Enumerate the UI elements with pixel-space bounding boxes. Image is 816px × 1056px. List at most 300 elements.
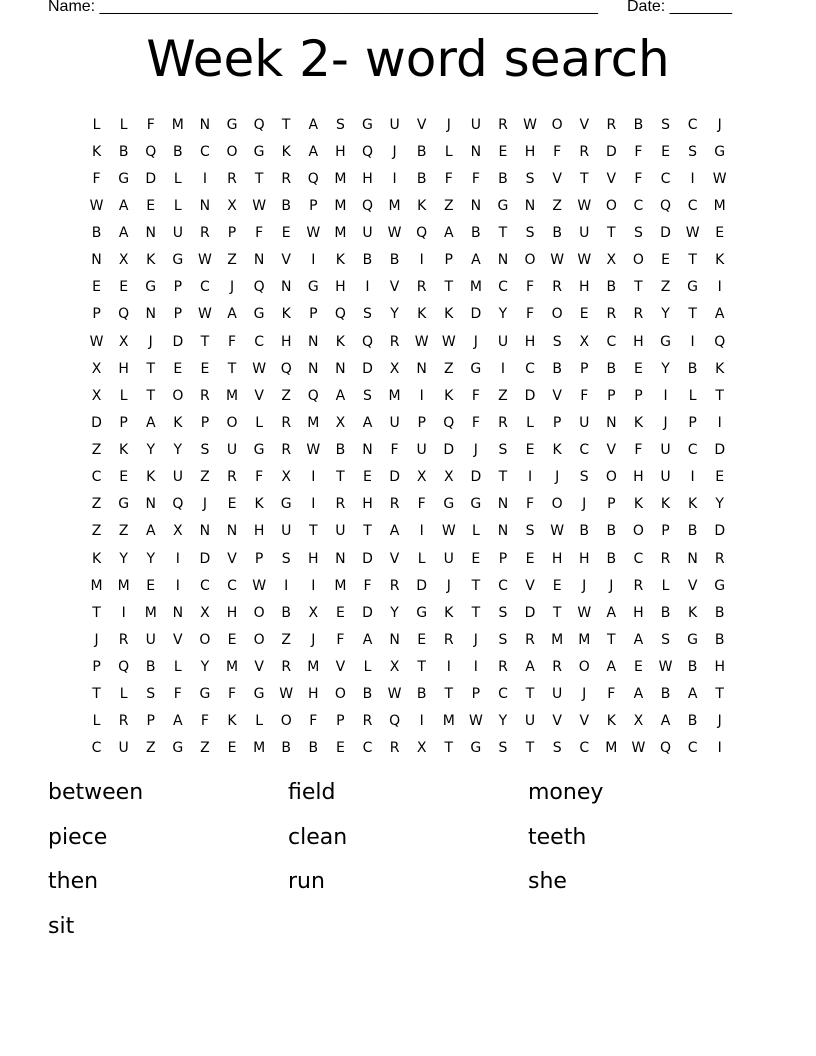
grid-letter: B: [389, 252, 400, 269]
grid-letter: V: [606, 170, 617, 187]
grid-letter: T: [146, 387, 156, 404]
grid-letter: N: [497, 252, 509, 269]
grid-letter: E: [227, 496, 237, 513]
grid-letter: H: [524, 143, 536, 160]
grid-letter: G: [416, 604, 428, 621]
word-list-item: she: [528, 869, 567, 894]
grid-letter: H: [362, 170, 373, 187]
grid-letter: E: [525, 442, 535, 459]
grid-letter: D: [416, 577, 428, 594]
grid-letter: K: [552, 442, 562, 459]
grid-letter: P: [173, 279, 183, 296]
grid-letter: W: [89, 197, 104, 214]
grid-letter: A: [145, 523, 156, 540]
grid-letter: E: [715, 469, 725, 486]
grid-letter: T: [552, 604, 562, 621]
grid-letter: N: [497, 523, 509, 540]
word-list-item: run: [288, 869, 325, 894]
grid-letter: V: [579, 116, 590, 133]
grid-letter: M: [334, 577, 347, 594]
grid-letter: E: [146, 197, 156, 214]
grid-letter: I: [500, 360, 506, 377]
grid-letter: F: [634, 143, 643, 160]
grid-letter: J: [473, 442, 478, 459]
grid-letter: N: [199, 523, 211, 540]
grid-letter: C: [660, 170, 671, 187]
grid-letter: A: [118, 197, 129, 214]
grid-letter: L: [173, 170, 182, 187]
grid-letter: K: [146, 252, 156, 269]
grid-letter: W: [577, 252, 592, 269]
grid-letter: R: [200, 387, 210, 404]
grid-letter: P: [661, 523, 670, 540]
grid-letter: N: [308, 360, 319, 377]
grid-letter: W: [685, 225, 700, 242]
grid-letter: Y: [661, 360, 670, 377]
grid-letter: S: [363, 387, 372, 404]
name-field-label: Name: ________________________________________________________: [48, 0, 598, 15]
word-list-item: teeth: [528, 824, 587, 850]
grid-letter: N: [335, 360, 346, 377]
grid-letter: Z: [281, 631, 291, 648]
grid-letter: C: [200, 279, 210, 296]
grid-letter: A: [308, 143, 319, 160]
grid-letter: J: [717, 116, 722, 133]
grid-letter: B: [552, 225, 562, 242]
grid-letter: G: [687, 631, 699, 648]
grid-letter: R: [200, 225, 210, 242]
grid-letter: K: [417, 306, 427, 323]
grid-letter: K: [633, 496, 644, 513]
grid-letter: G: [253, 306, 265, 323]
grid-letter: K: [335, 252, 345, 269]
grid-letter: V: [552, 713, 562, 730]
grid-letter: N: [497, 496, 509, 513]
grid-letter: Q: [361, 333, 373, 350]
grid-letter: H: [633, 333, 644, 350]
grid-letter: Q: [361, 143, 373, 160]
grid-letter: Q: [660, 740, 672, 757]
grid-letter: D: [172, 333, 184, 350]
grid-letter: B: [281, 197, 291, 214]
grid-letter: M: [605, 740, 618, 757]
grid-letter: I: [311, 252, 316, 269]
grid-letter: E: [335, 740, 345, 757]
grid-letter: E: [146, 577, 156, 594]
grid-letter: R: [633, 306, 644, 323]
grid-letter: R: [118, 631, 129, 648]
grid-letter: C: [498, 279, 508, 296]
grid-letter: K: [417, 197, 427, 214]
grid-letter: E: [227, 631, 237, 648]
grid-letter: L: [363, 659, 372, 676]
grid-letter: T: [579, 170, 589, 187]
grid-letter: C: [200, 577, 210, 594]
grid-letter: R: [552, 279, 562, 296]
grid-letter: P: [688, 414, 697, 431]
grid-letter: W: [306, 442, 321, 459]
grid-letter: Z: [443, 360, 454, 377]
grid-letter: D: [714, 523, 726, 540]
grid-letter: J: [582, 577, 587, 594]
grid-letter: W: [658, 659, 673, 676]
grid-letter: W: [279, 686, 294, 703]
grid-letter: S: [525, 170, 535, 187]
grid-letter: R: [362, 713, 373, 730]
grid-letter: L: [173, 197, 182, 214]
grid-letter: L: [119, 116, 128, 133]
grid-letter: V: [254, 387, 264, 404]
grid-letter: W: [387, 225, 402, 242]
grid-letter: U: [145, 631, 156, 648]
grid-letter: I: [473, 659, 478, 676]
grid-letter: F: [634, 170, 643, 187]
grid-letter: K: [281, 143, 291, 160]
grid-letter: W: [306, 225, 321, 242]
grid-letter: S: [525, 225, 535, 242]
grid-letter: S: [633, 225, 643, 242]
grid-letter: I: [419, 523, 424, 540]
grid-letter: U: [470, 116, 481, 133]
grid-letter: R: [227, 469, 237, 486]
grid-letter: G: [199, 686, 211, 703]
grid-letter: N: [280, 279, 292, 296]
grid-letter: R: [498, 116, 508, 133]
grid-letter: B: [660, 686, 671, 703]
grid-letter: Y: [173, 442, 183, 459]
grid-letter: B: [633, 116, 644, 133]
grid-letter: B: [687, 659, 698, 676]
grid-letter: P: [498, 550, 508, 567]
word-list-item: money: [528, 780, 604, 805]
grid-letter: H: [335, 143, 346, 160]
grid-letter: B: [281, 740, 291, 757]
grid-letter: P: [552, 414, 562, 431]
grid-letter: R: [525, 631, 535, 648]
grid-letter: N: [145, 496, 156, 513]
grid-letter: G: [172, 740, 184, 757]
grid-letter: R: [552, 659, 562, 676]
grid-letter: G: [253, 686, 265, 703]
grid-letter: O: [551, 496, 563, 513]
grid-letter: P: [146, 713, 155, 730]
grid-letter: Z: [145, 740, 156, 757]
grid-letter: I: [365, 279, 370, 296]
grid-letter: O: [632, 252, 644, 269]
grid-letter: V: [579, 713, 590, 730]
word-list-item: then: [48, 869, 99, 894]
grid-letter: T: [444, 740, 454, 757]
grid-letter: M: [334, 170, 347, 187]
grid-letter: C: [525, 360, 535, 377]
grid-letter: S: [281, 550, 291, 567]
grid-letter: Q: [172, 496, 184, 513]
grid-letter: Y: [119, 550, 128, 567]
grid-letter: K: [227, 713, 237, 730]
grid-letter: Q: [253, 279, 265, 296]
grid-letter: D: [91, 414, 102, 431]
grid-letter: S: [146, 686, 156, 703]
grid-letter: N: [226, 523, 238, 540]
grid-letter: G: [118, 170, 130, 187]
grid-letter: R: [389, 496, 400, 513]
grid-letter: Z: [91, 496, 102, 513]
grid-letter: I: [202, 170, 207, 187]
grid-letter: R: [606, 306, 617, 323]
grid-letter: M: [388, 197, 401, 214]
grid-letter: K: [91, 143, 102, 160]
grid-letter: K: [715, 360, 725, 377]
grid-letter: L: [92, 713, 101, 730]
grid-letter: J: [663, 414, 668, 431]
grid-letter: S: [498, 442, 508, 459]
grid-letter: V: [606, 442, 617, 459]
grid-letter: I: [175, 577, 180, 594]
grid-letter: C: [498, 686, 508, 703]
grid-letter: O: [551, 116, 563, 133]
grid-letter: W: [387, 686, 402, 703]
grid-letter: C: [579, 442, 590, 459]
grid-letter: L: [444, 143, 453, 160]
grid-letter: D: [362, 360, 373, 377]
grid-letter: F: [363, 577, 372, 594]
grid-letter: I: [121, 604, 126, 621]
grid-letter: W: [550, 252, 565, 269]
grid-letter: P: [254, 550, 264, 567]
grid-letter: U: [389, 414, 400, 431]
grid-letter: M: [253, 740, 266, 757]
grid-letter: G: [118, 496, 130, 513]
grid-letter: Y: [200, 659, 210, 676]
grid-letter: V: [389, 279, 400, 296]
grid-letter: B: [362, 252, 373, 269]
grid-letter: F: [417, 496, 426, 513]
grid-letter: B: [362, 686, 373, 703]
grid-letter: M: [171, 116, 184, 133]
grid-letter: V: [173, 631, 183, 648]
grid-letter: M: [117, 577, 130, 594]
grid-letter: N: [606, 414, 617, 431]
grid-letter: J: [392, 143, 397, 160]
grid-letter: N: [362, 442, 373, 459]
grid-letter: G: [660, 333, 671, 350]
grid-letter: P: [227, 225, 237, 242]
grid-letter: J: [446, 116, 451, 133]
word-list-item: field: [288, 780, 336, 805]
grid-letter: F: [471, 414, 480, 431]
grid-letter: M: [388, 387, 401, 404]
grid-letter: Q: [660, 197, 672, 214]
grid-letter: R: [227, 170, 237, 187]
grid-letter: F: [526, 496, 535, 513]
grid-letter: X: [389, 659, 400, 676]
grid-letter: T: [254, 170, 264, 187]
grid-letter: P: [471, 686, 481, 703]
grid-letter: B: [687, 523, 698, 540]
grid-letter: C: [498, 577, 508, 594]
grid-letter: L: [92, 116, 101, 133]
grid-letter: H: [226, 604, 238, 621]
grid-letter: J: [555, 469, 560, 486]
grid-letter: A: [227, 306, 237, 323]
grid-letter: U: [335, 523, 346, 540]
grid-letter: H: [362, 496, 373, 513]
grid-letter: I: [284, 577, 289, 594]
grid-letter: C: [606, 333, 617, 350]
grid-letter: Y: [661, 306, 670, 323]
grid-letter: R: [633, 577, 644, 594]
grid-letter: O: [253, 604, 265, 621]
grid-letter: D: [199, 550, 211, 567]
grid-letter: B: [687, 360, 698, 377]
date-field-label: Date: _______: [627, 0, 732, 15]
grid-letter: H: [308, 550, 319, 567]
grid-letter: F: [553, 143, 562, 160]
grid-letter: G: [470, 496, 482, 513]
grid-letter: W: [631, 740, 646, 757]
grid-letter: B: [281, 604, 291, 621]
grid-letter: Y: [390, 306, 399, 323]
grid-letter: R: [498, 414, 508, 431]
grid-letter: O: [632, 523, 644, 540]
grid-letter: C: [227, 577, 237, 594]
grid-letter: U: [416, 442, 427, 459]
grid-letter: S: [552, 740, 562, 757]
grid-letter: I: [446, 659, 451, 676]
grid-letter: F: [146, 116, 155, 133]
grid-letter: P: [634, 387, 643, 404]
grid-letter: Y: [498, 713, 508, 730]
grid-letter: G: [226, 116, 238, 133]
grid-letter: A: [606, 659, 617, 676]
grid-letter: W: [252, 360, 267, 377]
grid-letter: Z: [200, 469, 210, 486]
grid-letter: T: [417, 659, 426, 676]
grid-letter: A: [335, 387, 346, 404]
grid-letter: D: [389, 469, 400, 486]
grid-letter: R: [416, 279, 427, 296]
grid-letter: D: [362, 604, 373, 621]
grid-letter: Z: [200, 740, 210, 757]
grid-letter: C: [687, 116, 698, 133]
grid-letter: F: [580, 387, 589, 404]
grid-letter: I: [419, 252, 424, 269]
grid-letter: N: [389, 631, 400, 648]
grid-letter: J: [311, 631, 316, 648]
grid-letter: W: [712, 170, 727, 187]
grid-letter: O: [172, 387, 184, 404]
grid-letter: A: [687, 686, 698, 703]
grid-letter: T: [444, 686, 454, 703]
grid-letter: E: [335, 604, 345, 621]
grid-letter: S: [498, 631, 508, 648]
grid-letter: N: [145, 306, 156, 323]
grid-letter: R: [281, 659, 292, 676]
grid-letter: W: [198, 252, 212, 269]
grid-letter: E: [525, 550, 535, 567]
grid-letter: U: [226, 442, 238, 459]
grid-letter: A: [660, 713, 671, 730]
grid-letter: B: [91, 225, 102, 242]
grid-letter: M: [144, 604, 157, 621]
grid-letter: W: [468, 713, 483, 730]
grid-letter: O: [199, 631, 211, 648]
grid-letter: P: [119, 414, 128, 431]
grid-letter: O: [578, 659, 590, 676]
grid-letter: I: [717, 414, 722, 431]
grid-letter: P: [336, 713, 345, 730]
grid-letter: X: [579, 333, 590, 350]
grid-letter: T: [525, 686, 535, 703]
grid-letter: X: [173, 523, 183, 540]
grid-letter: Q: [416, 225, 428, 242]
grid-letter: W: [198, 306, 212, 323]
grid-letter: Y: [715, 496, 724, 513]
grid-letter: X: [118, 333, 129, 350]
grid-letter: U: [389, 116, 400, 133]
grid-letter: D: [362, 550, 373, 567]
grid-letter: I: [663, 387, 668, 404]
word-list-item: clean: [288, 824, 348, 850]
grid-letter: V: [552, 387, 562, 404]
grid-letter: O: [280, 713, 292, 730]
grid-letter: R: [606, 116, 617, 133]
grid-letter: M: [307, 659, 320, 676]
grid-letter: E: [92, 279, 101, 296]
grid-letter: T: [634, 279, 643, 296]
grid-letter: U: [660, 442, 671, 459]
grid-letter: W: [441, 333, 456, 350]
grid-letter: K: [688, 604, 698, 621]
grid-letter: W: [414, 333, 429, 350]
grid-letter: Q: [145, 143, 157, 160]
grid-letter: R: [660, 550, 671, 567]
grid-letter: X: [91, 360, 102, 377]
grid-letter: R: [389, 577, 400, 594]
grid-letter: R: [714, 550, 725, 567]
grid-letter: H: [633, 604, 644, 621]
grid-letter: S: [335, 116, 345, 133]
grid-letter: M: [334, 225, 347, 242]
grid-letter: R: [389, 740, 400, 757]
grid-letter: E: [633, 659, 643, 676]
grid-letter: V: [416, 116, 427, 133]
grid-letter: K: [173, 414, 183, 431]
grid-letter: X: [91, 387, 102, 404]
grid-letter: P: [444, 252, 453, 269]
grid-letter: X: [389, 360, 400, 377]
grid-letter: I: [311, 469, 316, 486]
grid-letter: R: [579, 143, 590, 160]
grid-letter: Z: [91, 523, 102, 540]
grid-letter: Q: [714, 333, 726, 350]
grid-letter: G: [145, 279, 157, 296]
grid-letter: E: [471, 550, 481, 567]
grid-letter: C: [687, 740, 698, 757]
grid-letter: K: [660, 496, 671, 513]
grid-letter: M: [334, 197, 347, 214]
grid-letter: N: [199, 116, 211, 133]
grid-letter: Z: [443, 197, 454, 214]
grid-letter: A: [118, 225, 129, 242]
grid-letter: F: [255, 469, 264, 486]
grid-letter: V: [281, 252, 291, 269]
grid-letter: M: [551, 631, 564, 648]
grid-letter: Q: [334, 306, 346, 323]
grid-letter: F: [92, 170, 101, 187]
grid-letter: I: [690, 333, 695, 350]
grid-letter: G: [280, 496, 292, 513]
